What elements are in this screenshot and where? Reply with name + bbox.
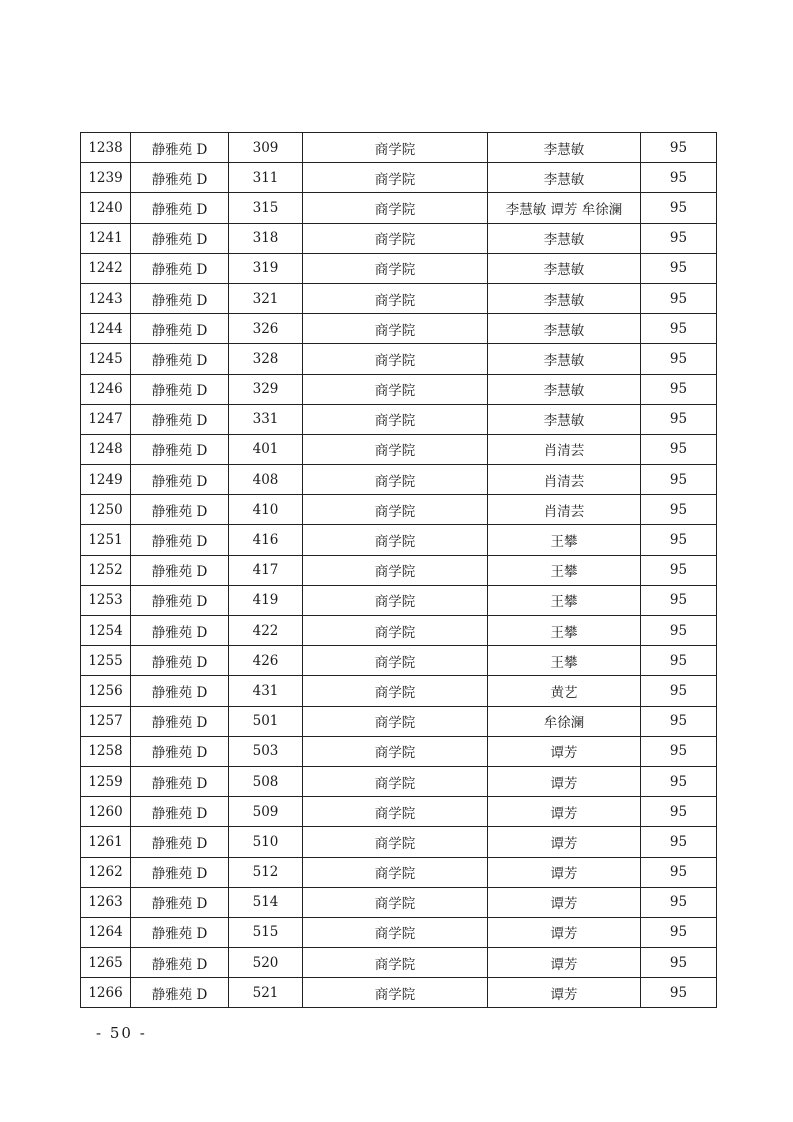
college-cell: 商学院 (303, 525, 488, 555)
counselor-cell: 谭芳 (488, 766, 641, 796)
building-cell: 静雅苑 D (131, 766, 229, 796)
table-row (81, 766, 717, 796)
room-number-cell: 503 (229, 736, 303, 766)
room-number-cell: 326 (229, 314, 303, 344)
table-row (81, 283, 717, 313)
serial-number-cell: 1264 (81, 917, 131, 947)
college-cell: 商学院 (303, 646, 488, 676)
score-cell: 95 (641, 223, 717, 253)
college-cell: 商学院 (303, 404, 488, 434)
table-row (81, 585, 717, 615)
counselor-cell: 李慧敏 (488, 223, 641, 253)
table-row (81, 465, 717, 495)
table-row (81, 555, 717, 585)
building-cell: 静雅苑 D (131, 917, 229, 947)
building-cell: 静雅苑 D (131, 133, 229, 163)
counselor-cell: 李慧敏 (488, 283, 641, 313)
room-number-cell: 514 (229, 887, 303, 917)
counselor-cell: 牟徐澜 (488, 706, 641, 736)
college-cell: 商学院 (303, 314, 488, 344)
building-cell: 静雅苑 D (131, 676, 229, 706)
score-cell: 95 (641, 133, 717, 163)
building-cell: 静雅苑 D (131, 163, 229, 193)
counselor-cell: 李慧敏 (488, 344, 641, 374)
college-cell: 商学院 (303, 797, 488, 827)
college-cell: 商学院 (303, 344, 488, 374)
score-cell: 95 (641, 555, 717, 585)
table-row (81, 133, 717, 163)
table-row (81, 917, 717, 947)
table-row (81, 646, 717, 676)
room-number-cell: 417 (229, 555, 303, 585)
table-row (81, 344, 717, 374)
building-cell: 静雅苑 D (131, 585, 229, 615)
room-number-cell: 419 (229, 585, 303, 615)
counselor-cell: 李慧敏 (488, 163, 641, 193)
counselor-cell: 王攀 (488, 646, 641, 676)
serial-number-cell: 1242 (81, 253, 131, 283)
serial-number-cell: 1262 (81, 857, 131, 887)
table-row (81, 374, 717, 404)
score-cell: 95 (641, 465, 717, 495)
dormitory-score-table (80, 132, 717, 1008)
serial-number-cell: 1257 (81, 706, 131, 736)
score-cell: 95 (641, 736, 717, 766)
serial-number-cell: 1256 (81, 676, 131, 706)
room-number-cell: 329 (229, 374, 303, 404)
serial-number-cell: 1252 (81, 555, 131, 585)
building-cell: 静雅苑 D (131, 495, 229, 525)
table-row (81, 887, 717, 917)
college-cell: 商学院 (303, 253, 488, 283)
score-cell: 95 (641, 253, 717, 283)
counselor-cell: 谭芳 (488, 978, 641, 1008)
building-cell: 静雅苑 D (131, 978, 229, 1008)
table-row (81, 495, 717, 525)
counselor-cell: 李慧敏 谭芳 牟徐澜 (488, 193, 641, 223)
college-cell: 商学院 (303, 706, 488, 736)
college-cell: 商学院 (303, 978, 488, 1008)
serial-number-cell: 1238 (81, 133, 131, 163)
room-number-cell: 331 (229, 404, 303, 434)
college-cell: 商学院 (303, 223, 488, 253)
serial-number-cell: 1240 (81, 193, 131, 223)
counselor-cell: 谭芳 (488, 948, 641, 978)
room-number-cell: 410 (229, 495, 303, 525)
building-cell: 静雅苑 D (131, 797, 229, 827)
college-cell: 商学院 (303, 585, 488, 615)
table-row (81, 253, 717, 283)
score-cell: 95 (641, 706, 717, 736)
building-cell: 静雅苑 D (131, 948, 229, 978)
room-number-cell: 520 (229, 948, 303, 978)
serial-number-cell: 1253 (81, 585, 131, 615)
table-row (81, 948, 717, 978)
score-cell: 95 (641, 978, 717, 1008)
counselor-cell: 王攀 (488, 525, 641, 555)
score-cell: 95 (641, 616, 717, 646)
counselor-cell: 李慧敏 (488, 133, 641, 163)
college-cell: 商学院 (303, 857, 488, 887)
counselor-cell: 谭芳 (488, 887, 641, 917)
room-number-cell: 508 (229, 766, 303, 796)
counselor-cell: 王攀 (488, 555, 641, 585)
room-number-cell: 431 (229, 676, 303, 706)
score-cell: 95 (641, 676, 717, 706)
counselor-cell: 谭芳 (488, 797, 641, 827)
score-cell: 95 (641, 948, 717, 978)
counselor-cell: 黄艺 (488, 676, 641, 706)
room-number-cell: 321 (229, 283, 303, 313)
table-row (81, 434, 717, 464)
serial-number-cell: 1261 (81, 827, 131, 857)
building-cell: 静雅苑 D (131, 525, 229, 555)
room-number-cell: 515 (229, 917, 303, 947)
table-row (81, 193, 717, 223)
counselor-cell: 肖清芸 (488, 495, 641, 525)
table-row (81, 676, 717, 706)
building-cell: 静雅苑 D (131, 555, 229, 585)
counselor-cell: 李慧敏 (488, 404, 641, 434)
serial-number-cell: 1249 (81, 465, 131, 495)
college-cell: 商学院 (303, 887, 488, 917)
score-cell: 95 (641, 314, 717, 344)
college-cell: 商学院 (303, 917, 488, 947)
college-cell: 商学院 (303, 736, 488, 766)
room-number-cell: 416 (229, 525, 303, 555)
building-cell: 静雅苑 D (131, 616, 229, 646)
serial-number-cell: 1248 (81, 434, 131, 464)
room-number-cell: 328 (229, 344, 303, 374)
score-cell: 95 (641, 797, 717, 827)
room-number-cell: 401 (229, 434, 303, 464)
score-cell: 95 (641, 646, 717, 676)
counselor-cell: 肖清芸 (488, 434, 641, 464)
building-cell: 静雅苑 D (131, 465, 229, 495)
score-cell: 95 (641, 766, 717, 796)
college-cell: 商学院 (303, 676, 488, 706)
college-cell: 商学院 (303, 766, 488, 796)
room-number-cell: 311 (229, 163, 303, 193)
room-number-cell: 501 (229, 706, 303, 736)
college-cell: 商学院 (303, 495, 488, 525)
table-row (81, 616, 717, 646)
building-cell: 静雅苑 D (131, 223, 229, 253)
score-cell: 95 (641, 917, 717, 947)
serial-number-cell: 1263 (81, 887, 131, 917)
table-row (81, 978, 717, 1008)
room-number-cell: 318 (229, 223, 303, 253)
counselor-cell: 李慧敏 (488, 374, 641, 404)
college-cell: 商学院 (303, 827, 488, 857)
college-cell: 商学院 (303, 434, 488, 464)
building-cell: 静雅苑 D (131, 706, 229, 736)
college-cell: 商学院 (303, 133, 488, 163)
building-cell: 静雅苑 D (131, 887, 229, 917)
page-number: - 50 - (96, 1024, 147, 1042)
counselor-cell: 王攀 (488, 616, 641, 646)
serial-number-cell: 1254 (81, 616, 131, 646)
counselor-cell: 谭芳 (488, 857, 641, 887)
college-cell: 商学院 (303, 193, 488, 223)
serial-number-cell: 1246 (81, 374, 131, 404)
building-cell: 静雅苑 D (131, 827, 229, 857)
score-cell: 95 (641, 404, 717, 434)
college-cell: 商学院 (303, 163, 488, 193)
counselor-cell: 谭芳 (488, 917, 641, 947)
score-cell: 95 (641, 857, 717, 887)
building-cell: 静雅苑 D (131, 193, 229, 223)
college-cell: 商学院 (303, 616, 488, 646)
serial-number-cell: 1243 (81, 283, 131, 313)
college-cell: 商学院 (303, 283, 488, 313)
score-cell: 95 (641, 434, 717, 464)
room-number-cell: 315 (229, 193, 303, 223)
serial-number-cell: 1239 (81, 163, 131, 193)
table-row (81, 163, 717, 193)
serial-number-cell: 1241 (81, 223, 131, 253)
serial-number-cell: 1260 (81, 797, 131, 827)
room-number-cell: 512 (229, 857, 303, 887)
college-cell: 商学院 (303, 374, 488, 404)
counselor-cell: 谭芳 (488, 827, 641, 857)
score-cell: 95 (641, 283, 717, 313)
score-cell: 95 (641, 163, 717, 193)
building-cell: 静雅苑 D (131, 283, 229, 313)
score-cell: 95 (641, 344, 717, 374)
serial-number-cell: 1247 (81, 404, 131, 434)
room-number-cell: 408 (229, 465, 303, 495)
table-row (81, 736, 717, 766)
score-cell: 95 (641, 585, 717, 615)
serial-number-cell: 1259 (81, 766, 131, 796)
counselor-cell: 李慧敏 (488, 314, 641, 344)
building-cell: 静雅苑 D (131, 344, 229, 374)
counselor-cell: 王攀 (488, 585, 641, 615)
building-cell: 静雅苑 D (131, 434, 229, 464)
table-row (81, 404, 717, 434)
score-cell: 95 (641, 495, 717, 525)
table-row (81, 706, 717, 736)
serial-number-cell: 1255 (81, 646, 131, 676)
score-cell: 95 (641, 887, 717, 917)
serial-number-cell: 1250 (81, 495, 131, 525)
table-row (81, 797, 717, 827)
serial-number-cell: 1266 (81, 978, 131, 1008)
building-cell: 静雅苑 D (131, 314, 229, 344)
building-cell: 静雅苑 D (131, 253, 229, 283)
table-row (81, 857, 717, 887)
score-cell: 95 (641, 525, 717, 555)
serial-number-cell: 1251 (81, 525, 131, 555)
room-number-cell: 509 (229, 797, 303, 827)
table-row (81, 525, 717, 555)
serial-number-cell: 1258 (81, 736, 131, 766)
room-number-cell: 510 (229, 827, 303, 857)
building-cell: 静雅苑 D (131, 736, 229, 766)
table-row (81, 827, 717, 857)
table-row (81, 223, 717, 253)
score-cell: 95 (641, 827, 717, 857)
college-cell: 商学院 (303, 465, 488, 495)
room-number-cell: 422 (229, 616, 303, 646)
building-cell: 静雅苑 D (131, 404, 229, 434)
counselor-cell: 李慧敏 (488, 253, 641, 283)
room-number-cell: 521 (229, 978, 303, 1008)
table-body (81, 133, 717, 1008)
serial-number-cell: 1244 (81, 314, 131, 344)
table-row (81, 314, 717, 344)
score-cell: 95 (641, 374, 717, 404)
building-cell: 静雅苑 D (131, 857, 229, 887)
building-cell: 静雅苑 D (131, 646, 229, 676)
room-number-cell: 319 (229, 253, 303, 283)
counselor-cell: 谭芳 (488, 736, 641, 766)
counselor-cell: 肖清芸 (488, 465, 641, 495)
room-number-cell: 426 (229, 646, 303, 676)
building-cell: 静雅苑 D (131, 374, 229, 404)
room-number-cell: 309 (229, 133, 303, 163)
serial-number-cell: 1265 (81, 948, 131, 978)
score-cell: 95 (641, 193, 717, 223)
serial-number-cell: 1245 (81, 344, 131, 374)
college-cell: 商学院 (303, 948, 488, 978)
college-cell: 商学院 (303, 555, 488, 585)
